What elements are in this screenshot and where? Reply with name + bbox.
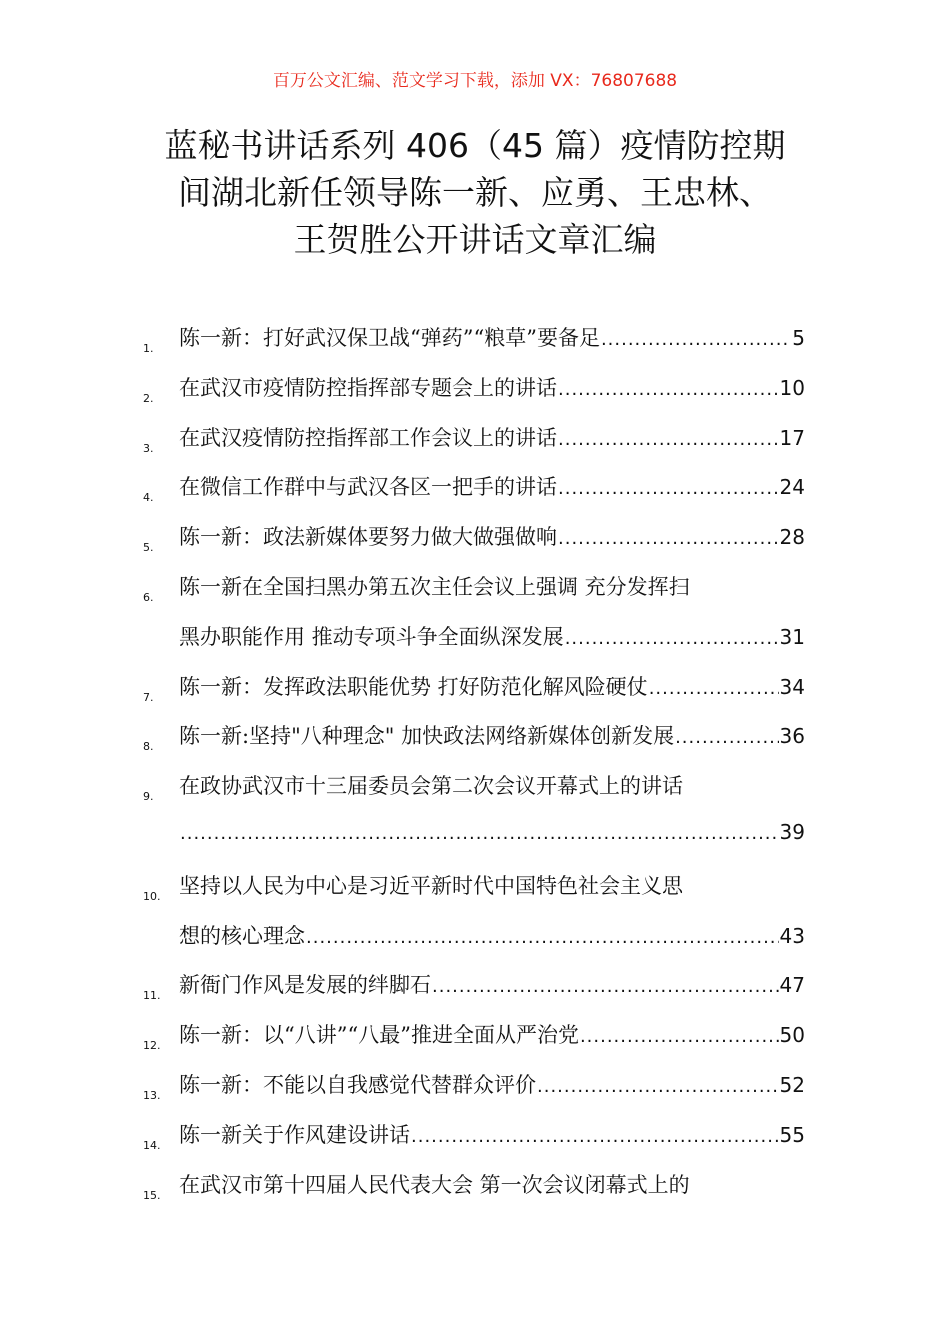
toc-entry-number: 15. xyxy=(143,1188,161,1202)
toc-page-number: 34 xyxy=(779,674,805,699)
toc-entry-title: 陈一新关于作风建设讲话 xyxy=(179,1122,410,1147)
toc-entry-number: 7. xyxy=(143,690,154,704)
toc-entry-number: 10. xyxy=(143,889,161,903)
toc-entry-title: 坚持以人民为中心是习近平新时代中国特色社会主义思 xyxy=(179,873,683,898)
toc-leader-dots xyxy=(306,927,779,948)
toc-leader-dots xyxy=(649,678,779,699)
toc-entry-line xyxy=(179,1069,805,1119)
toc-page-number: 50 xyxy=(779,1023,805,1048)
toc-entry-title: 在微信工作群中与武汉各区一把手的讲话 xyxy=(179,475,557,500)
toc-page-number: 17 xyxy=(779,425,805,450)
toc-page-number: 31 xyxy=(779,624,805,649)
toc-entry-number: 14. xyxy=(143,1138,161,1152)
toc-entry-number: 13. xyxy=(143,1089,161,1102)
toc-page-number: 39 xyxy=(779,820,805,844)
toc-leader-dots xyxy=(180,823,779,844)
toc-entry-title: 陈一新：发挥政法职能优势 打好防范化解风险硬仗 xyxy=(179,674,648,699)
toc-entry-line xyxy=(179,820,805,870)
document-title xyxy=(100,122,850,263)
toc-entry-title: 陈一新：不能以自我感觉代替群众评价 xyxy=(179,1073,536,1097)
toc-leader-dots xyxy=(537,1076,779,1097)
toc-page-number: 36 xyxy=(779,724,805,749)
toc-entry-line xyxy=(179,372,805,422)
toc-leader-dots xyxy=(558,478,779,499)
toc-entry-line xyxy=(179,671,805,721)
header-banner: 百万公文汇编、范文学习下载，添加 VX：76807688 xyxy=(272,71,678,91)
toc-entry-line xyxy=(179,471,805,521)
toc-page-number: 24 xyxy=(779,475,805,500)
toc-entry-line xyxy=(179,870,805,920)
toc-entry-title: 在武汉疫情防控指挥部工作会议上的讲话 xyxy=(179,425,557,450)
toc-leader-dots xyxy=(565,628,779,649)
toc-entry-number: 8. xyxy=(143,740,154,754)
toc-entry-title: 黑办职能作用 推动专项斗争全面纵深发展 xyxy=(179,624,564,649)
title-line-2: 间湖北新任领导陈一新、应勇、王忠林、 xyxy=(178,173,772,212)
toc-page-number: 28 xyxy=(779,525,805,550)
toc-page-number: 47 xyxy=(779,973,805,998)
toc-entry-title: 新衙门作风是发展的绊脚石 xyxy=(179,973,431,998)
toc-entry-title: 在政协武汉市十三届委员会第二次会议开幕式上的讲话 xyxy=(179,774,683,799)
toc-entry-line xyxy=(179,920,805,970)
title-line-1: 蓝秘书讲话系列 406（45 篇）疫情防控期 xyxy=(164,126,786,165)
toc-leader-dots xyxy=(411,1126,779,1147)
toc-entry-title: 想的核心理念 xyxy=(179,923,305,948)
toc-entry-title: 陈一新:坚持"八种理念" 加快政法网络新媒体创新发展 xyxy=(179,724,675,749)
toc-entry-line xyxy=(179,621,805,671)
toc-entry-title: 陈一新：打好武汉保卫战“弹药”“粮草”要备足 xyxy=(179,326,600,350)
toc-entry-line xyxy=(179,1019,805,1069)
toc-entry-number: 11. xyxy=(143,989,161,1003)
toc-entry-number: 3. xyxy=(143,441,154,455)
toc-leader-dots xyxy=(558,429,779,450)
toc-entry-number: 5. xyxy=(143,541,154,555)
toc-entry-line xyxy=(179,770,805,820)
toc-leader-dots xyxy=(601,329,791,350)
toc-leader-dots xyxy=(558,528,779,549)
toc-leader-dots xyxy=(675,727,778,748)
toc-entry-line xyxy=(179,969,805,1019)
toc-entry-line xyxy=(179,422,805,472)
toc-page-number: 55 xyxy=(779,1122,805,1147)
toc-entry-line xyxy=(179,571,805,621)
toc-entry-number: 1. xyxy=(143,342,154,355)
toc-entry-number: 12. xyxy=(143,1039,161,1053)
toc-page-number: 10 xyxy=(779,375,805,400)
toc-entry-line xyxy=(179,322,805,372)
toc-entry-line xyxy=(179,1169,805,1219)
toc-leader-dots xyxy=(580,1026,779,1047)
toc-entry-number: 6. xyxy=(143,591,154,604)
toc-leader-dots xyxy=(558,379,779,400)
toc-entry-title: 在武汉市疫情防控指挥部专题会上的讲话 xyxy=(179,375,557,400)
toc-entry-number: 4. xyxy=(143,491,154,505)
toc-entry-title: 在武汉市第十四届人民代表大会 第一次会议闭幕式上的 xyxy=(179,1172,690,1197)
toc-entry-title: 陈一新：政法新媒体要努力做大做强做响 xyxy=(179,525,557,550)
toc-page-number: 52 xyxy=(779,1073,805,1097)
toc-entry-line xyxy=(179,1119,805,1169)
toc-entry-line xyxy=(179,521,805,571)
title-line-3: 王贺胜公开讲话文章汇编 xyxy=(293,220,657,259)
toc-page-number: 43 xyxy=(779,923,805,948)
toc-entry-line xyxy=(179,720,805,770)
toc-entry-number: 9. xyxy=(143,790,154,804)
toc-entry-title: 陈一新在全国扫黑办第五次主任会议上强调 充分发挥扫 xyxy=(179,575,690,599)
toc-leader-dots xyxy=(432,976,779,997)
toc-entry-title: 陈一新：以“八讲”“八最”推进全面从严治党 xyxy=(179,1023,579,1048)
toc-page-number: 5 xyxy=(792,326,805,350)
toc-entry-number: 2. xyxy=(143,391,154,405)
